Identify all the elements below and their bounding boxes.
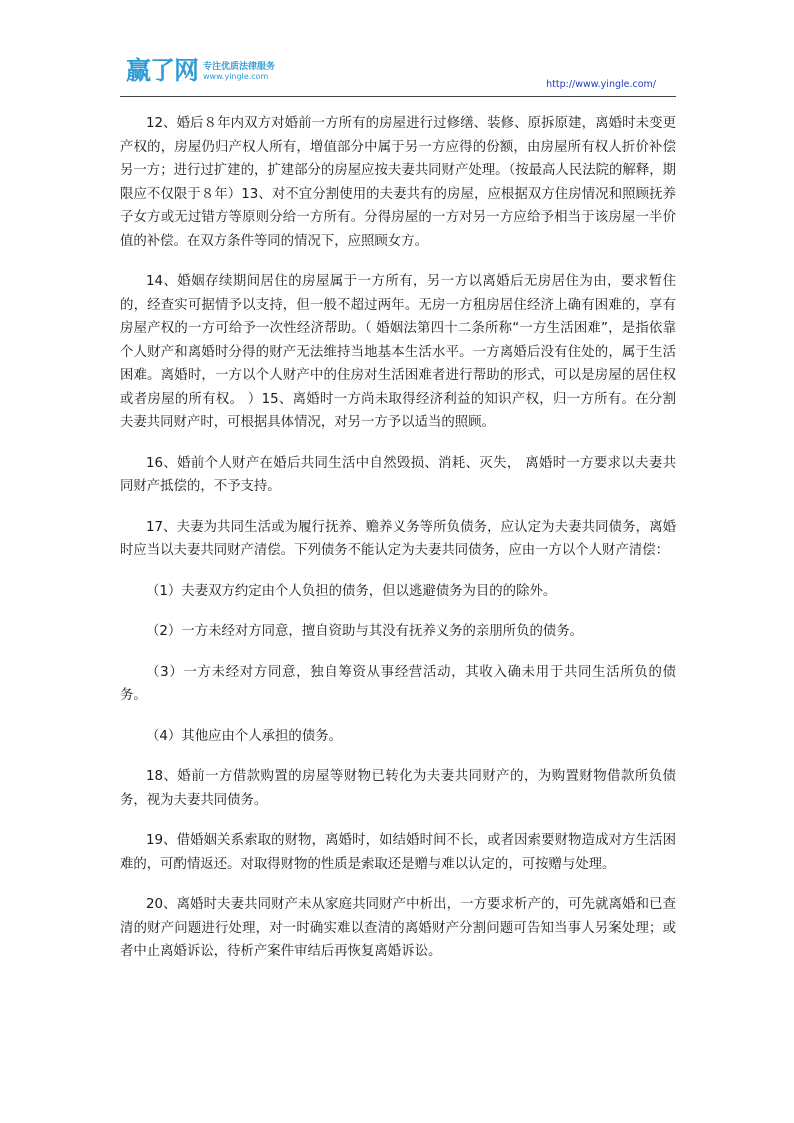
paragraph-16: 16、婚前个人财产在婚后共同生活中自然毁损、消耗、灭失， 离婚时一方要求以夫妻共同财产抵偿的，不予支持。 xyxy=(120,455,676,494)
list-item-1: （1）夫妻双方约定由个人负担的债务，但以逃避债务为目的的除外。 xyxy=(146,583,557,599)
list-item-3: （3）一方未经对方同意，独自筹资从事经营活动，其收入确未用于共同生活所负的债务。 xyxy=(120,664,676,703)
site-logo[interactable] xyxy=(126,58,275,83)
list-item-4: （4）其他应由个人承担的债务。 xyxy=(146,728,342,744)
logo-url: www.yingle.com xyxy=(203,71,269,81)
paragraph-18: 18、婚前一方借款购置的房屋等财物已转化为夫妻共同财产的，为购置财物借款所负债务，视为夫妻共同债务。 xyxy=(120,769,676,808)
logo-text xyxy=(203,63,275,81)
paragraph-14-15: 14、婚姻存续期间居住的房屋属于一方所有，另一方以离婚后无房居住为由，要求暂住的，经查实可据情予以支持，但一般不超过两年。无房一方租房居住经济上确有困难的，享有房屋产权的一方可给予一次性经济帮助。（ 婚姻法第四十二条所称“一方生活困难”，是指依靠个人财产和离婚时分得的财产无法维持当地基本生活水平。一方离婚后没有住处的，属于生活困难。离婚时，一方以个人财产中的住房对生活困难者进行帮助的形式，可以是房屋的居住权或者房屋的所有权。 ）15、离婚时一方尚未取得经济利益的知识产权，归一方所有。在分割夫妻共同财产时，可根据具体情况，对另一方予以适当的照顾。 xyxy=(120,274,676,430)
document-body xyxy=(120,112,676,981)
logo-mark: 赢了网 xyxy=(126,56,199,85)
header-divider xyxy=(120,96,676,97)
site-url-link[interactable]: http://www.yingle.com/ xyxy=(546,79,656,90)
paragraph-19: 19、借婚姻关系索取的财物，离婚时，如结婚时间不长，或者因索要财物造成对方生活困难的，可酌情返还。对取得财物的性质是索取还是赠与难以认定的，可按赠与处理。 xyxy=(120,833,676,872)
paragraph-17: 17、夫妻为共同生活或为履行抚养、赡养义务等所负债务，应认定为夫妻共同债务，离婚时应当以夫妻共同财产清偿。下列债务不能认定为夫妻共同债务，应由一方以个人财产清偿： xyxy=(120,519,676,558)
logo-slogan: 专注优质法律服务 xyxy=(203,62,276,73)
page-header xyxy=(120,52,676,98)
paragraph-12-13: 12、婚后８年内双方对婚前一方所有的房屋进行过修缮、装修、原拆原建，离婚时未变更产权的，房屋仍归产权人所有，增值部分中属于另一方应得的份额，由房屋所有权人折价补偿另一方；进行过扩建的，扩建部分的房屋应按夫妻共同财产处理。（按最高人民法院的解释，期限应不仅限于８年）13、对不宜分割使用的夫妻共有的房屋，应根据双方住房情况和照顾抚养子女方或无过错方等原则分给一方所有。分得房屋的一方对另一方应给予相当于该房屋一半价值的补偿。在双方条件等同的情况下，应照顾女方。 xyxy=(120,116,676,249)
paragraph-20: 20、离婚时夫妻共同财产未从家庭共同财产中析出，一方要求析产的，可先就离婚和已查清的财产问题进行处理，对一时确实难以查清的离婚财产分割问题可告知当事人另案处理；或者中止离婚诉讼，待析产案件审结后再恢复离婚诉讼。 xyxy=(120,897,676,959)
list-item-2: （2）一方未经对方同意，擅自资助与其没有抚养义务的亲朋所负的债务。 xyxy=(146,624,584,639)
